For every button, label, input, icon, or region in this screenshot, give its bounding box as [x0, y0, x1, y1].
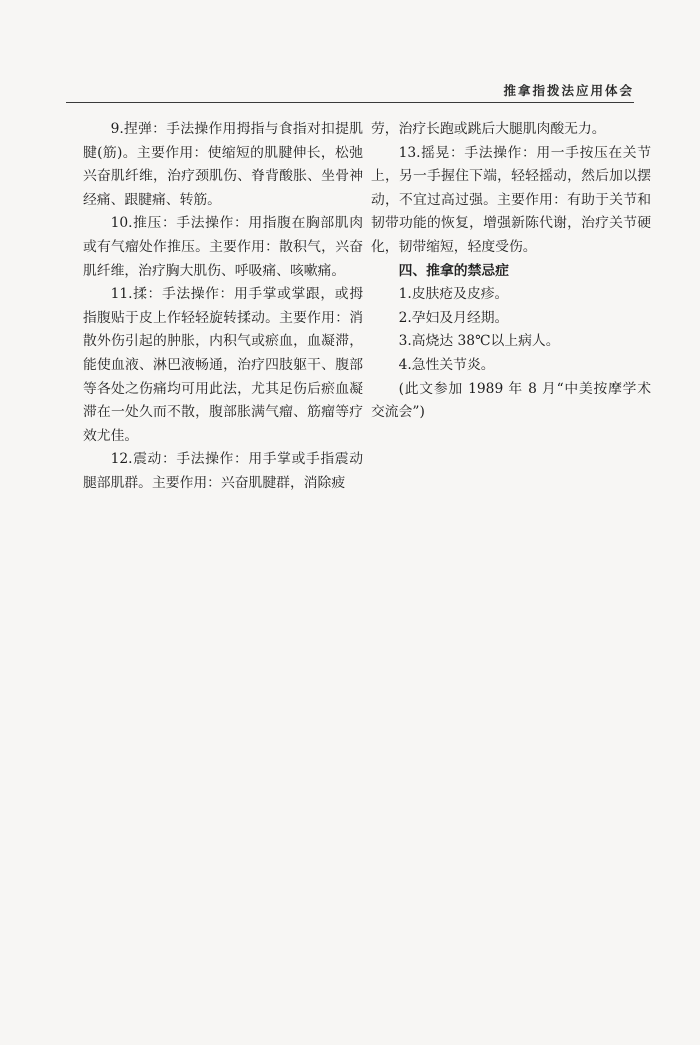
section-heading-contraindications: 四、推拿的禁忌症	[398, 262, 509, 279]
paragraph-technique-10: 10.推压：手法操作：用指腹在胸部肌肉或有气瘤处作推压。主要作用：散积气，兴奋肌纤维，治疗胸大肌伤、呼吸痛、咳嗽痛。	[83, 215, 363, 279]
header-rule	[66, 102, 634, 103]
paragraph-technique-12-continued: 劳，治疗长跑或跳后大腿肌肉酸无力。	[371, 121, 606, 137]
conference-note: (此文参加 1989 年 8 月“中美按摩学术交流会”)	[371, 380, 651, 421]
paragraph-technique-13: 13.摇晃：手法操作：用一手按压在关节上，另一手握住下端，轻轻摇动，然后加以摆动，不宜过高过强。主要作用：有助于关节和韧带功能的恢复，增强新陈代谢，治疗关节硬化，韧带缩短，轻度受伤。	[371, 144, 651, 255]
paragraph-technique-12: 12.震动：手法操作：用手掌或手指震动腿部肌群。主要作用：兴奋肌腱群，消除疲	[83, 451, 363, 491]
right-column	[371, 118, 651, 425]
paragraph-technique-11: 11.揉：手法操作：用手掌或掌跟，或拇指腹贴于皮上作轻轻旋转揉动。主要作用：消散外伤引起的肿胀，内积气或瘀血，血凝滞，能使血液、淋巴液畅通，治疗四肢躯干、腹部等各处之伤痛均可用此法，尤其足伤后瘀血凝滞在一处久而不散，腹部胀满气瘤、筋瘤等疗效尤佳。	[83, 286, 363, 444]
paragraph-technique-9: 9.捏弹：手法操作用拇指与食指对扣提肌腱(筋)。主要作用：使缩短的肌腱伸长，松弛兴奋肌纤维，治疗颈肌伤、脊背酸胀、坐骨神经痛、跟腱痛、转筋。	[83, 121, 363, 208]
contraindication-item-4: 4.急性关节炎。	[398, 356, 495, 373]
contraindication-item-2: 2.孕妇及月经期。	[398, 309, 509, 326]
running-header	[66, 81, 634, 101]
contraindication-item-1: 1.皮肤疮及皮疹。	[398, 286, 509, 303]
running-header-title: 推拿指拨法应用体会	[503, 83, 634, 98]
contraindication-item-3: 3.高烧达 38℃以上病人。	[398, 333, 560, 350]
left-column	[83, 118, 363, 496]
